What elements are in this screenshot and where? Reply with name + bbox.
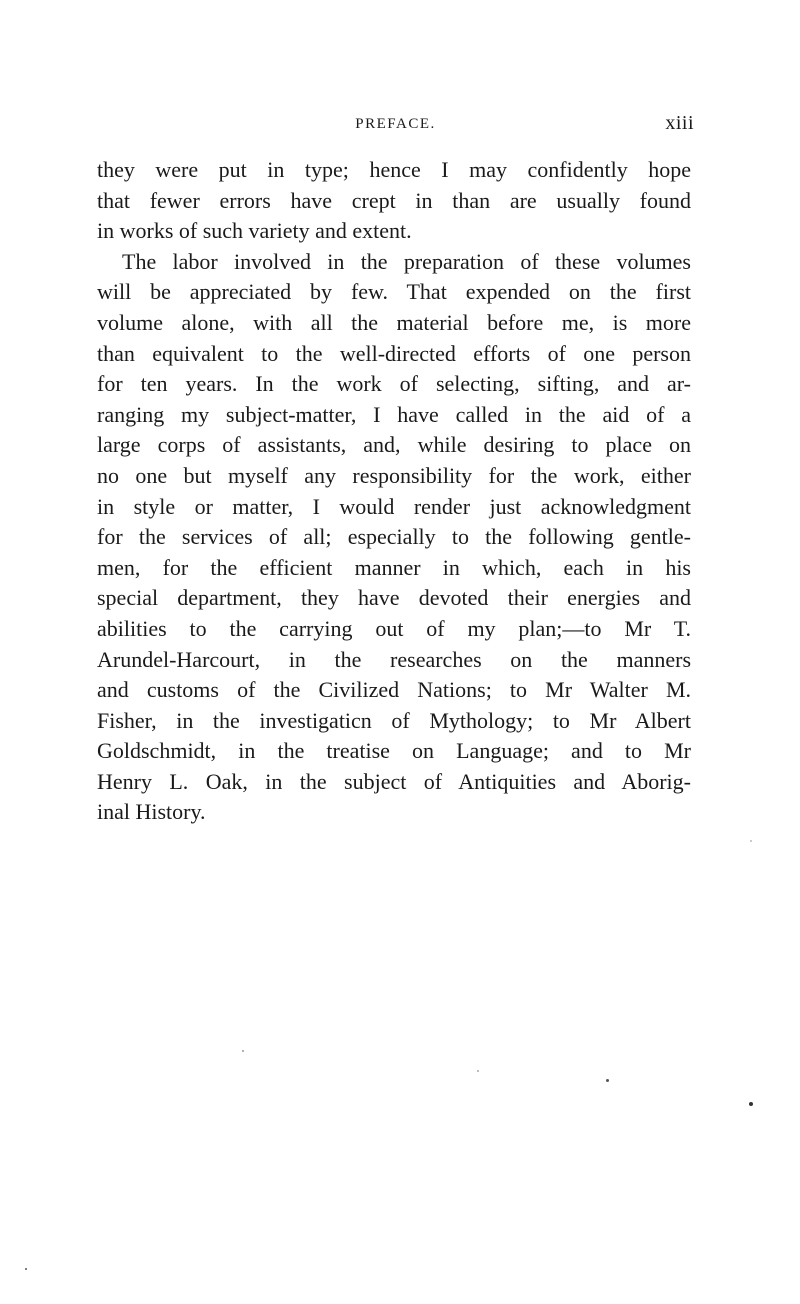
running-title: PREFACE. [355, 116, 436, 132]
text-line: Henry L. Oak, in the subject of Antiquities and Aborig- [97, 768, 691, 794]
scan-speck [750, 840, 752, 842]
text-line: in works of such variety and extent. [97, 218, 412, 244]
text-line: for the services of all; especially to the following gentle- [97, 524, 691, 550]
text-line: that fewer errors have crept in than are usually found [97, 187, 691, 213]
text-line: volume alone, with all the material before me, is more [97, 309, 691, 335]
scan-speck [477, 1070, 479, 1072]
text-line: abilities to the carrying out of my plan;—to Mr T. [97, 615, 691, 641]
scan-speck [606, 1079, 609, 1082]
text-line: in style or matter, I would render just acknowledgment [97, 493, 691, 519]
scan-speck [749, 1102, 753, 1106]
running-head [97, 112, 694, 142]
text-line: Fisher, in the investigaticn of Mythology; to Mr Albert [97, 707, 691, 733]
text-line: Arundel-Harcourt, in the researches on the manners [97, 646, 691, 672]
text-line: inal History. [97, 799, 206, 825]
text-line: large corps of assistants, and, while desiring to place on [97, 432, 691, 458]
paragraph-acknowledgments [97, 247, 691, 828]
scan-speck [25, 1268, 27, 1270]
text-line: no one but myself any responsibility for the work, either [97, 462, 691, 488]
text-line: men, for the efficient manner in which, each in his [97, 554, 691, 580]
text-line: and customs of the Civilized Nations; to Mr Walter M. [97, 677, 691, 703]
text-line: than equivalent to the well-directed efforts of one person [97, 340, 691, 366]
text-line: ranging my subject-matter, I have called in the aid of a [97, 401, 691, 427]
page-number: xiii [665, 112, 694, 134]
text-line: for ten years. In the work of selecting, sifting, and ar- [97, 371, 691, 397]
text-line: The labor involved in the preparation of these volumes [122, 248, 691, 274]
text-line: Goldschmidt, in the treatise on Language; and to Mr [97, 738, 691, 764]
text-line: they were put in type; hence I may confidently hope [97, 157, 691, 182]
paragraph-continuation [97, 155, 691, 247]
text-line: will be appreciated by few. That expended on the first [97, 279, 691, 305]
text-line: special department, they have devoted their energies and [97, 585, 691, 611]
body-text [97, 155, 691, 828]
scan-speck [242, 1050, 244, 1052]
